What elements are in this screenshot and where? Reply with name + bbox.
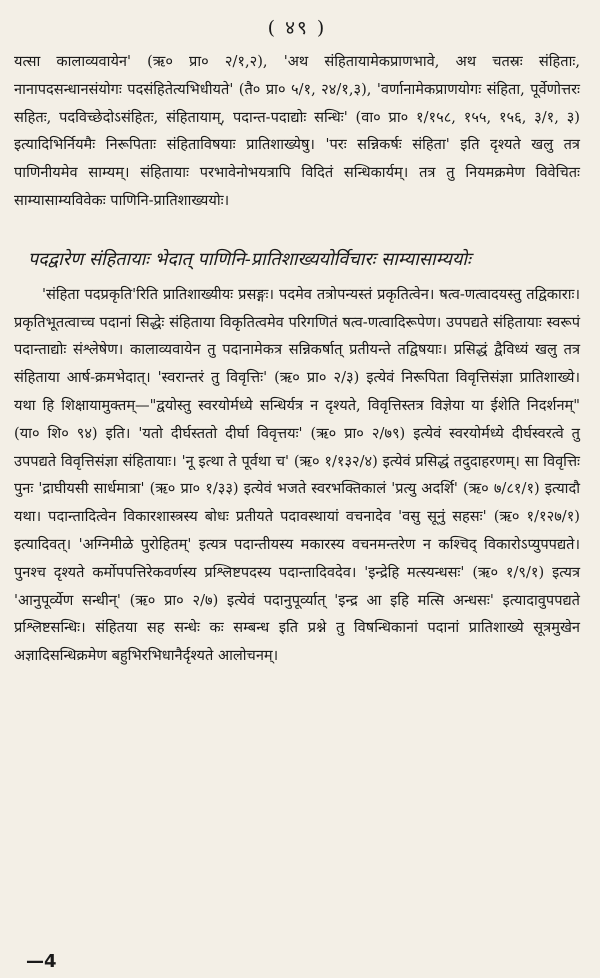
page-number: ( ४९ ) xyxy=(267,17,327,39)
footer-mark: —4 xyxy=(26,951,57,972)
body-paragraph: 'संहिता पदप्रकृति'रिति प्रातिशाख्यीयः प्रसङ्गः। पदमेव तत्रोपन्यस्तं प्रकृतित्वेन। षत्व-णत्वादयस्तु तद्विकाराः। प्रकृतिभूतत्वाच्च पदानां सिद्धेः संहिताया विकृतित्वमेव परिगणितं षत्व-णत्वादिरूपेण। उपपद्यते संहितायाः स्वरूपं पदान्ताद्योः संश्लेषेण। कालाव्यवायेन तु पदानामेकत्र सन्निकर्षात् प्रतीयन्ते तद्विषयाः। प्रसिद्धं द्वैविध्यं खलु तत्र संहिताया आर्ष-क्रमभेदात्। 'स्वरान्तरं तु विवृत्तिः' (ऋ० प्रा० २/३) इत्येवं निरूपिता विवृत्तिसंज्ञा प्रातिशाख्ये। यथा हि शिक्षायामुक्तम्—"द्वयोस्तु स्वरयोर्मध्ये सन्धिर्यत्र न दृश्यते, विवृत्तिस्तत्र विज्ञेया या ईशेति निदर्शनम्" (या० शि० ९४) इति। 'यतो दीर्घस्ततो दीर्घा विवृत्तयः' (ऋ० प्रा० २/७९) इत्येवं स्वरयोर्मध्ये दीर्घस्वरत्वे तु उपपद्यते विवृत्तिसंज्ञा संहितायाः। 'नू इत्था ते पूर्वथा च' (ऋ० १/१३२/४) इत्येवं प्रसिद्धं तदुदाहरणम्। सा विवृत्तिः पुनः 'द्राघीयसी सार्धमात्रा' (ऋ० प्रा० १/३३) इत्येवं भजते स्वरभक्तिकालं 'प्रत्यु अदर्शि' (ऋ० ७/८१/१) इत्यादौ यथा। पदान्तादित्वेन विकारशास्त्रस्य बोधः प्रतीयते पदावस्थायां वचनादेव 'वसु सूनुं सहसः' (ऋ० १/१२७/१) इत्यादिवत्। 'अग्निमीळे पुरोहितम्' इत्यत्र पदान्तीयस्य मकारस्य वचनमन्तरेण न कश्चिद् विकारोऽप्युपपद्यते। पुनश्च दृश्यते कर्मोपपत्तिरेकवर्णस्य प्रश्लिष्टपदस्य पदान्तादिवदेव। 'इन्द्रेहि मत्स्यन्धसः' (ऋ० १/९/१) इत्यत्र 'आनुपूर्व्येण सन्धीन्' (ऋ० प्रा० २/७) इत्येवं पदानुपूर्व्यात् 'इन्द्र आ इहि मत्सि अन्धसः' इत्यादावुपपद्यते प्रश्लिष्टसन्धिः। संहितया सह सन्धेः कः सम्बन्ध इति प्रश्ने तु विषन्धिकानां पदानां प्रातिशाख्ये सूत्रमुखेन अज्ञादिसन्धिक्रमेण बहुभिरभिधानैर्दृश्यते आलोचनम्। xyxy=(14,285,580,665)
section-heading: पदद्वारेण संहितायाः भेदात् पाणिनि-प्रातिशाख्ययोर्विचारः साम्यासाम्ययोः xyxy=(28,248,471,270)
opening-paragraph: यत्सा कालाव्यवायेन' (ऋ० प्रा० २/१,२), 'अथ संहितायामेकप्राणभावे, अथ चतस्रः संहिताः, नानापदसन्धानसंयोगः पदसंहितेत्यभिधीयते' (तै० प्रा० ५/१, २४/१,३), 'वर्णानामेकप्राणयोगः संहिता, पूर्वेणोत्तरः सहितः, पदविच्छेदोऽसंहितः, संहितायाम्, पदान्त-पदाद्योः सन्धिः' (वा० प्रा० १/१५८, १५५, १५६, ३/१, ३) इत्यादिभिर्नियमैः निरूपिताः संहिताविषयाः प्रातिशाख्येषु। 'परः सन्निकर्षः संहिता' इति दृश्यते खलु तत्र पाणिनीयमेव साम्यम्। संहितायाः परभावेनोभयत्रापि विदितं सन्धिकार्यम्। तत्र तु नियमक्रमेण विवेचितः साम्यासाम्यविवेकः पाणिनि-प्रातिशाख्ययोः। xyxy=(14,53,580,209)
